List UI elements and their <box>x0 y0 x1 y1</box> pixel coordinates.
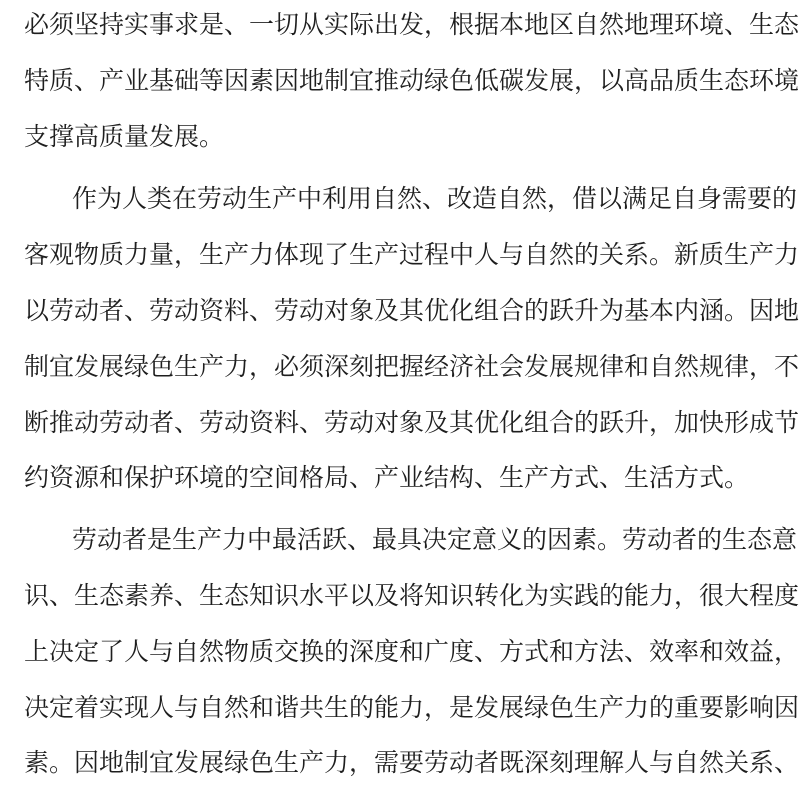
paragraph-line: 识、生态素养、生态知识水平以及将知识转化为实践的能力，很大程度 <box>24 581 800 610</box>
paragraph-line: 决定着实现人与自然和谐共生的能力，是发展绿色生产力的重要影响因 <box>24 693 800 722</box>
paragraph-line: 断推动劳动者、劳动资料、劳动对象及其优化组合的跃升，加快形成节 <box>24 408 800 437</box>
paragraph-line: 特质、产业基础等因素因地制宜推动绿色低碳发展，以高品质生态环境 <box>24 66 800 95</box>
paragraph-line: 制宜发展绿色生产力，必须深刻把握经济社会发展规律和自然规律，不 <box>24 352 800 381</box>
paragraph-line: 必须坚持实事求是、一切从实际出发，根据本地区自然地理环境、生态 <box>24 10 800 39</box>
paragraph-line: 客观物质力量，生产力体现了生产过程中人与自然的关系。新质生产力 <box>24 240 800 269</box>
paragraph-line: 以劳动者、劳动资料、劳动对象及其优化组合的跃升为基本内涵。因地 <box>24 296 800 325</box>
paragraph-line: 支撑高质量发展。 <box>24 122 225 151</box>
paragraph-line: 上决定了人与自然物质交换的深度和广度、方式和方法、效率和效益， <box>24 637 800 666</box>
paragraph-line: 约资源和保护环境的空间格局、产业结构、生产方式、生活方式。 <box>24 463 750 492</box>
paragraph-line: 作为人类在劳动生产中利用自然、改造自然，借以满足自身需要的 <box>72 184 798 213</box>
paragraph-line: 素。因地制宜发展绿色生产力，需要劳动者既深刻理解人与自然关系、 <box>24 748 800 777</box>
paragraph-line: 劳动者是生产力中最活跃、最具决定意义的因素。劳动者的生态意 <box>72 525 798 554</box>
